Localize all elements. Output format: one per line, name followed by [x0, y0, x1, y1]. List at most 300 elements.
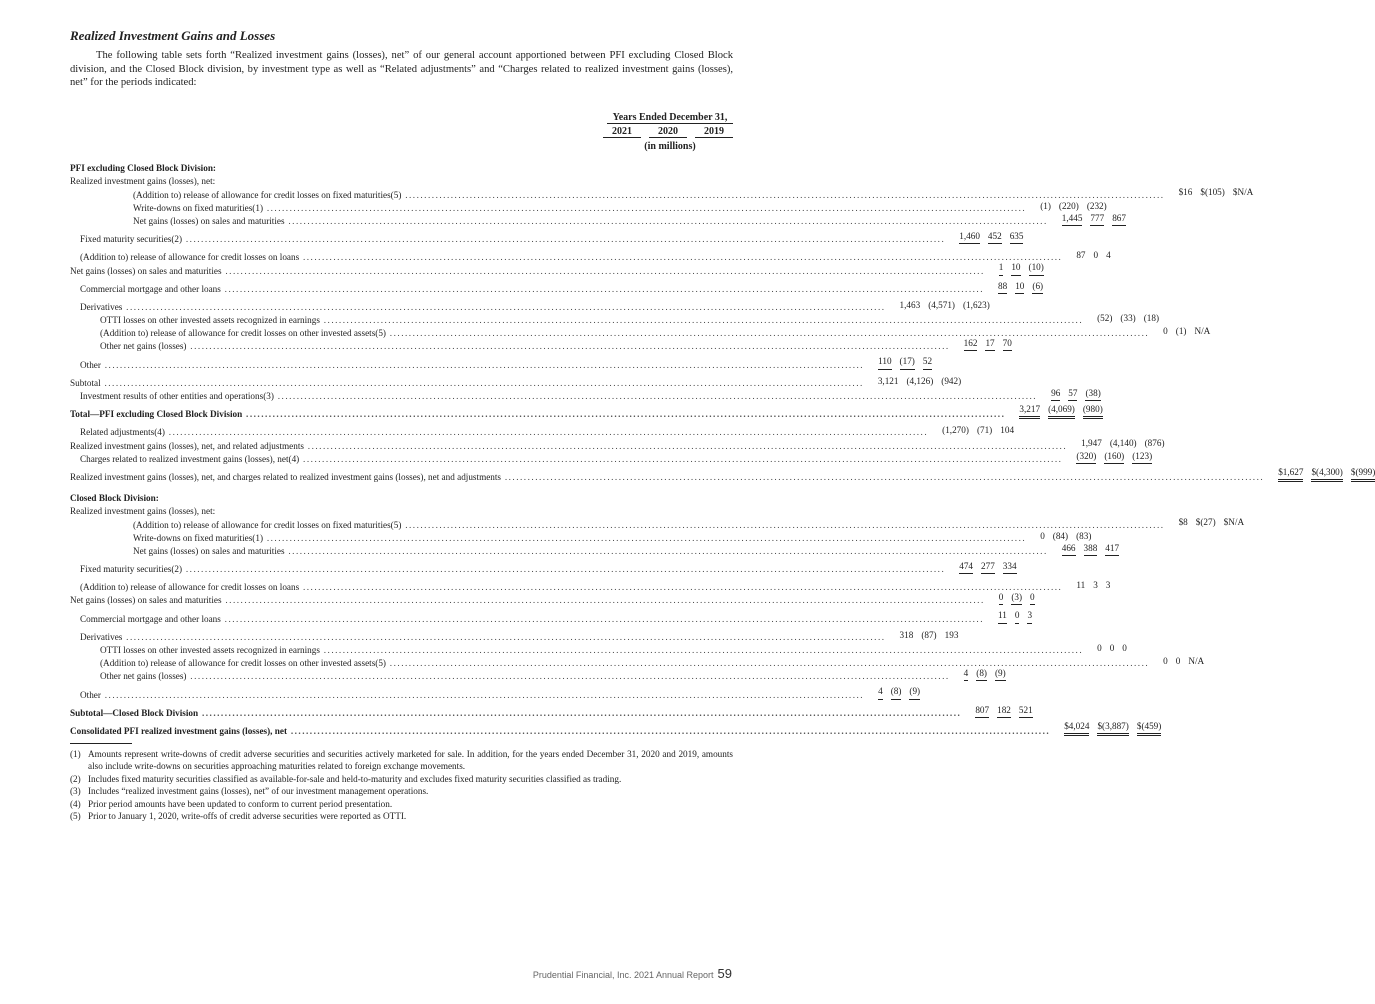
- cell-value: 162: [963, 338, 978, 349]
- row-label: [70, 671, 956, 681]
- cell-value: 0: [1014, 610, 1020, 621]
- value-cell: [878, 376, 899, 388]
- cell-value: (459): [1141, 720, 1162, 731]
- value-cell: [945, 630, 959, 642]
- cell-value: (942): [941, 375, 962, 386]
- footnote-text: Includes “realized investment gains (losses), net” of our investment management operations.: [88, 786, 429, 797]
- value-cell: [1040, 531, 1045, 543]
- leader-dots: ........................................................................................................................................................................................................: [100, 359, 865, 370]
- leader-dots: ........................................................................................................................................................................................................: [299, 252, 1063, 263]
- cell-value: 16: [1183, 187, 1193, 198]
- table-row: [70, 262, 1044, 276]
- leader-dots: ........................................................................................................................................................................................................: [220, 613, 985, 624]
- table-row: [70, 160, 733, 173]
- row-label: [70, 203, 1032, 213]
- row-label-text: Commercial mortgage and other loans: [80, 283, 221, 294]
- cell-value: (17): [899, 356, 915, 367]
- value-cell: [1053, 531, 1068, 543]
- row-label-text: Net gains (losses) on sales and maturities: [70, 595, 222, 606]
- footnote-number: (1): [70, 749, 81, 759]
- leader-dots: ........................................................................................................................................................................................................: [100, 377, 864, 388]
- cell-value: (83): [1076, 530, 1092, 541]
- cell-value: 70: [1002, 338, 1012, 349]
- leader-dots: ........................................................................................................................................................................................................: [273, 391, 1038, 401]
- row-label: [70, 533, 1032, 543]
- value-cell: [1083, 404, 1103, 419]
- cell-value: (8): [890, 686, 902, 697]
- currency-symbol: $: [1200, 187, 1205, 198]
- row-label-text: Investment results of other entities and operations(3): [80, 391, 274, 401]
- leader-dots: ........................................................................................................................................................................................................: [186, 671, 950, 682]
- footnote-number: (3): [70, 786, 81, 797]
- currency-symbol: $: [1311, 466, 1317, 477]
- cell-value: 777: [1090, 212, 1105, 223]
- row-label-text: Realized investment gains (losses), net, and related adjustments: [70, 440, 304, 451]
- table-row: [70, 375, 962, 388]
- cell-value: 1,947: [1081, 438, 1102, 449]
- cell-value: 635: [1009, 230, 1024, 241]
- cell-value: (232): [1086, 200, 1107, 211]
- cell-value: (84): [1052, 530, 1069, 541]
- cell-value: 0: [1030, 592, 1035, 603]
- year-header: 2021: [603, 126, 641, 138]
- cell-value: 318: [899, 629, 914, 640]
- cell-value: (1,270): [942, 425, 969, 436]
- leader-dots: ........................................................................................................................................................................................................: [299, 582, 1063, 593]
- value-cell: [1010, 231, 1024, 244]
- cell-value: (999): [1355, 466, 1375, 477]
- intro-paragraph: The following table sets forth “Realized investment gains (losses), net” of our general account apportioned between PFI excluding Closed Block division, and the Closed Block division, by investment type as well as “Related adjustments” and “Charges related to realized investment gains (losses), net” for the periods indicated:: [70, 50, 733, 88]
- cell-value: 0: [1122, 642, 1127, 653]
- currency-symbol: $: [1223, 517, 1229, 528]
- cell-value: 466: [1061, 542, 1076, 553]
- value-cell: [1351, 467, 1375, 482]
- value-cell: [1233, 187, 1253, 199]
- value-cell: [1064, 721, 1089, 736]
- value-cell: [1084, 543, 1098, 556]
- value-cell: [1137, 721, 1162, 736]
- value-cell: [1144, 313, 1159, 325]
- row-label: [70, 266, 991, 276]
- footnote: [70, 748, 733, 773]
- cell-value: 417: [1105, 542, 1120, 553]
- value-cell: [1040, 201, 1051, 213]
- cell-value: (3): [1011, 592, 1023, 603]
- value-cell: [1015, 610, 1020, 623]
- cell-value: (1): [1175, 326, 1187, 337]
- value-cell: [959, 231, 980, 244]
- value-cell: [1122, 643, 1127, 655]
- value-cell: [975, 705, 989, 718]
- table-row: [70, 450, 1153, 464]
- cell-value: 11: [1076, 580, 1086, 591]
- cell-value: (9): [994, 668, 1006, 679]
- leader-dots: ........................................................................................................................................................................................................: [242, 409, 1006, 420]
- value-cell: [999, 592, 1004, 605]
- value-cell: [1094, 250, 1099, 262]
- footnote-number: (5): [70, 811, 81, 822]
- cell-value: 0: [1175, 656, 1181, 666]
- value-cell: [923, 356, 932, 369]
- row-label: [70, 391, 1043, 401]
- cell-value: 3: [1093, 580, 1098, 591]
- table-row: [70, 338, 1012, 352]
- value-cell: [976, 668, 987, 681]
- row-label: [70, 328, 1155, 338]
- value-cell: [985, 338, 994, 351]
- row-label: [70, 341, 956, 351]
- cell-value: 4: [963, 668, 969, 679]
- cell-value: 10: [1015, 280, 1025, 291]
- value-cell: [921, 630, 936, 642]
- value-cell: [1076, 531, 1091, 543]
- value-cell: [1110, 643, 1115, 655]
- cell-value: 88: [998, 280, 1008, 291]
- table-row: [70, 668, 1006, 682]
- cell-value: 110: [878, 356, 892, 367]
- value-cell: [997, 705, 1011, 718]
- leader-dots: ........................................................................................................................................................................................................: [386, 658, 1150, 669]
- cell-value: (980): [1082, 404, 1103, 414]
- value-cell: [1176, 326, 1187, 338]
- currency-symbol: $: [1350, 466, 1356, 477]
- cell-value: 11: [998, 610, 1007, 621]
- cell-value: 182: [997, 704, 1011, 715]
- row-label: [70, 632, 892, 642]
- row-label-text: Derivatives: [80, 301, 123, 312]
- table-row: [70, 299, 990, 312]
- row-label-text: Commercial mortgage and other loans: [80, 613, 221, 624]
- leader-dots: ........................................................................................................................................................................................................: [263, 202, 1027, 213]
- value-cell: [963, 300, 990, 312]
- row-label-text: Related adjustments(4): [80, 427, 165, 438]
- row-label-text: Other: [80, 359, 101, 370]
- value-cell: [981, 561, 995, 574]
- value-cell: [909, 686, 920, 699]
- years-ended-header: Years Ended December 31,: [607, 112, 733, 124]
- footer-text: Prudential Financial, Inc. 2021 Annual Report: [532, 970, 714, 980]
- row-label-text: Consolidated PFI realized investment gains (losses), net: [70, 725, 288, 736]
- table-row: [70, 610, 1033, 624]
- cell-value: N/A: [1194, 326, 1211, 337]
- row-label-text: Net gains (losses) on sales and maturities: [70, 265, 222, 276]
- cell-value: (4,069): [1048, 404, 1075, 414]
- year-header: 2020: [649, 126, 687, 138]
- value-cell: [1105, 543, 1119, 556]
- value-cell: [1278, 467, 1303, 482]
- footnote-text: Includes fixed maturity securities classified as available-for-sale and held-to-maturity and excludes fixed maturity securities classified as trading.: [88, 773, 622, 784]
- cell-value: 3,217: [1019, 404, 1041, 414]
- table-row: [70, 325, 1211, 339]
- row-label: [70, 427, 934, 437]
- value-cell: [1145, 438, 1165, 450]
- table-row: [70, 686, 921, 700]
- value-cell: [964, 668, 969, 681]
- leader-dots: ........................................................................................................................................................................................................: [164, 427, 929, 438]
- value-cell: [1179, 517, 1188, 529]
- currency-symbol: $: [1232, 187, 1238, 198]
- cell-value: (38): [1085, 387, 1101, 398]
- cell-value: (4,140): [1109, 438, 1137, 449]
- cell-value: 17: [985, 338, 995, 349]
- row-label-text: (Addition to) release of allowance for credit losses on other invested assets(5): [100, 328, 386, 339]
- units-label: (in millions): [644, 141, 696, 152]
- table-body: [70, 160, 1375, 736]
- leader-dots: ........................................................................................................................................................................................................: [186, 341, 950, 352]
- cell-value: (8): [976, 668, 987, 679]
- leader-dots: ........................................................................................................................................................................................................: [221, 595, 985, 606]
- row-label-text: Net gains (losses) on sales and maturities: [133, 545, 285, 556]
- table-row: [70, 490, 733, 503]
- row-label: [70, 658, 1155, 668]
- cell-value: (6): [1032, 280, 1044, 291]
- leader-dots: ........................................................................................................................................................................................................: [401, 189, 1165, 200]
- value-cell: [1048, 404, 1075, 419]
- row-label: [70, 216, 1054, 226]
- value-cell: [941, 376, 961, 388]
- cell-value: 96: [1051, 387, 1061, 398]
- value-cell: [1188, 656, 1204, 668]
- cell-value: 1,445: [1061, 212, 1083, 223]
- row-label: [70, 360, 870, 370]
- table-row: [70, 437, 1165, 451]
- value-cell: [964, 338, 978, 351]
- value-cell: [1179, 187, 1193, 199]
- value-cell: [1196, 517, 1216, 529]
- value-cell: [1106, 580, 1111, 592]
- value-cell: [1003, 338, 1012, 351]
- leader-dots: ........................................................................................................................................................................................................: [182, 564, 946, 575]
- row-label-text: Fixed maturity securities(2): [80, 564, 183, 575]
- cell-value: (33): [1120, 312, 1136, 323]
- footnote: [70, 773, 733, 785]
- row-label: [70, 234, 951, 244]
- row-label: [70, 176, 733, 186]
- footnote-divider: [70, 743, 132, 744]
- row-label: [70, 708, 967, 718]
- cell-value: 104: [1000, 425, 1015, 436]
- value-cell: [1000, 425, 1014, 437]
- footnote-number: (2): [70, 773, 81, 784]
- value-cell: [1029, 262, 1044, 275]
- cell-value: 867: [1112, 212, 1126, 223]
- table-row: [70, 312, 1160, 326]
- row-label-text: (Addition to) release of allowance for credit losses on loans: [80, 582, 300, 593]
- leader-dots: ........................................................................................................................................................................................................: [319, 645, 1084, 655]
- row-label: [70, 190, 1171, 200]
- value-cell: [999, 262, 1004, 275]
- row-label-text: Net gains (losses) on sales and maturities: [133, 215, 285, 226]
- table-row: [70, 186, 1254, 200]
- table-row: [70, 356, 933, 370]
- footnote-text: Amounts represent write-downs of credit adverse securities and securities actively marketed for sale. In addition, for the years ended December 31, 2020 and 2019, amounts also include write-downs on securities approaching maturities related to foreign exchange movements.: [88, 749, 733, 772]
- table-row: [70, 249, 1111, 263]
- value-cell: [988, 231, 1002, 244]
- cell-value: 521: [1018, 704, 1033, 715]
- footnote-text: Prior period amounts have been updated to conform to current period presentation.: [88, 798, 393, 809]
- cell-value: (160): [1104, 450, 1125, 461]
- leader-dots: ........................................................................................................................................................................................................: [263, 532, 1027, 543]
- currency-symbol: $: [1178, 187, 1184, 198]
- value-cell: [1027, 610, 1032, 623]
- value-cell: [1076, 250, 1085, 262]
- cell-value: 0: [1163, 326, 1168, 337]
- cell-value: 8: [1183, 517, 1188, 528]
- value-cell: [1104, 451, 1124, 464]
- value-cell: [891, 686, 902, 699]
- value-cell: [1011, 592, 1022, 605]
- leader-dots: ........................................................................................................................................................................................................: [122, 301, 886, 312]
- cell-value: 10: [1011, 262, 1021, 273]
- year-header: 2019: [695, 126, 733, 138]
- cell-value: (220): [1058, 200, 1079, 211]
- table-row: [70, 720, 1162, 736]
- value-cell: [1081, 438, 1102, 450]
- cell-value: 388: [1083, 542, 1098, 553]
- value-cell: [928, 300, 955, 312]
- cell-value: 0: [1093, 250, 1099, 261]
- value-cell: [900, 630, 914, 642]
- value-cell: [878, 686, 883, 699]
- cell-value: (9): [909, 686, 921, 697]
- cell-value: (18): [1143, 312, 1160, 323]
- gains-losses-table: [70, 110, 1375, 736]
- page-number: 59: [717, 966, 732, 981]
- cell-value: 807: [975, 704, 990, 715]
- row-label: [70, 315, 1089, 325]
- leader-dots: ........................................................................................................................................................................................................: [303, 440, 1068, 451]
- cell-value: (4,126): [906, 375, 934, 386]
- value-cell: [1097, 643, 1102, 655]
- cell-value: (52): [1097, 312, 1113, 323]
- row-label-text: Realized investment gains (losses), net:: [70, 176, 216, 187]
- value-cell: [1097, 313, 1112, 325]
- leader-dots: ........................................................................................................................................................................................................: [100, 689, 865, 700]
- value-cell: [1112, 213, 1126, 226]
- value-cell: [1200, 187, 1225, 199]
- leader-dots: ........................................................................................................................................................................................................: [319, 315, 1084, 326]
- cell-value: 334: [1002, 560, 1017, 571]
- row-label-text: Other: [80, 689, 101, 700]
- value-cell: [1176, 656, 1181, 668]
- cell-value: 452: [987, 230, 1002, 241]
- value-cell: [1015, 281, 1024, 294]
- currency-symbol: $: [1064, 720, 1069, 731]
- row-label: [70, 614, 990, 624]
- cell-value: N/A: [1188, 656, 1205, 666]
- table-row: [70, 704, 1033, 718]
- value-cell: [1030, 592, 1035, 605]
- table-row: [70, 404, 1103, 420]
- footnote: [70, 810, 733, 822]
- row-label-text: Write-downs on fixed maturities(1): [133, 532, 264, 543]
- value-cell: [1106, 250, 1111, 262]
- cell-value: 0: [1109, 642, 1115, 653]
- cell-value: 0: [1040, 530, 1045, 541]
- cell-value: 0: [998, 592, 1004, 603]
- row-label-text: Derivatives: [80, 631, 123, 642]
- cell-value: 57: [1068, 387, 1078, 398]
- value-cell: [1076, 580, 1085, 592]
- value-cell: [1019, 404, 1040, 419]
- value-cell: [1132, 451, 1152, 464]
- leader-dots: ........................................................................................................................................................................................................: [287, 725, 1051, 736]
- table-row: [70, 212, 1126, 226]
- cell-value: 0: [1163, 656, 1168, 666]
- cell-value: 0: [1097, 642, 1102, 653]
- value-cell: [900, 300, 921, 312]
- value-cell: [1110, 438, 1137, 450]
- value-cell: [1163, 326, 1168, 338]
- row-label-text: OTTI losses on other invested assets recognized in earnings: [100, 315, 320, 326]
- value-cell: [1032, 281, 1043, 294]
- value-cell: [1087, 201, 1107, 213]
- cell-value: (876): [1144, 438, 1165, 449]
- footnote: [70, 785, 733, 797]
- row-label: [70, 645, 1089, 655]
- table-row: [70, 424, 1015, 438]
- value-cell: [906, 376, 933, 388]
- cell-value: N/A: [1237, 187, 1254, 198]
- row-label: [70, 546, 1054, 556]
- section-title: Realized Investment Gains and Losses: [70, 28, 276, 43]
- value-cell: [1062, 543, 1076, 556]
- table-row: [70, 579, 1111, 593]
- table-row: [70, 530, 1092, 543]
- row-label-text: Write-downs on fixed maturities(1): [133, 202, 264, 213]
- row-label-text: OTTI losses on other invested assets recognized in earnings: [100, 645, 320, 655]
- table-row: [70, 230, 1024, 245]
- leader-dots: ........................................................................................................................................................................................................: [284, 545, 1048, 556]
- cell-value: 277: [981, 560, 995, 571]
- footnote-number: (4): [70, 798, 81, 809]
- row-label-text: Closed Block Division:: [70, 493, 159, 504]
- row-label-text: Other net gains (losses): [100, 671, 187, 682]
- leader-dots: ........................................................................................................................................................................................................: [284, 215, 1048, 226]
- value-cell: [1062, 213, 1083, 226]
- cell-value: 4: [878, 686, 883, 697]
- row-label: [70, 252, 1068, 262]
- table-row: [70, 629, 959, 642]
- table-row: [70, 516, 1245, 530]
- value-cell: [942, 425, 969, 437]
- row-label-text: Subtotal: [70, 377, 101, 388]
- table-row: [70, 503, 733, 516]
- cell-value: (320): [1076, 450, 1097, 461]
- leader-dots: ........................................................................................................................................................................................................: [198, 707, 962, 718]
- cell-value: 4,024: [1068, 720, 1090, 731]
- value-cell: [1011, 262, 1020, 275]
- value-cell: [1019, 705, 1033, 718]
- row-label: [70, 284, 990, 294]
- row-label-text: (Addition to) release of allowance for credit losses on other invested assets(5): [100, 658, 386, 669]
- row-label: [70, 441, 1073, 451]
- years-row: [70, 124, 733, 138]
- row-label-text: Subtotal—Closed Block Division: [70, 707, 199, 718]
- value-cell: [1097, 721, 1128, 736]
- row-label: [70, 595, 991, 605]
- value-cell: [1120, 313, 1135, 325]
- leader-dots: ........................................................................................................................................................................................................: [182, 234, 946, 245]
- footnote-text: Prior to January 1, 2020, write-offs of credit adverse securities were reported as OTTI.: [88, 811, 407, 822]
- value-cell: [900, 356, 915, 369]
- table-row: [70, 387, 1101, 401]
- cell-value: (1): [1040, 200, 1051, 211]
- value-cell: [1003, 561, 1017, 574]
- cell-value: N/A: [1228, 517, 1245, 528]
- table-row: [70, 466, 1375, 482]
- cell-value: (4,300): [1316, 466, 1343, 477]
